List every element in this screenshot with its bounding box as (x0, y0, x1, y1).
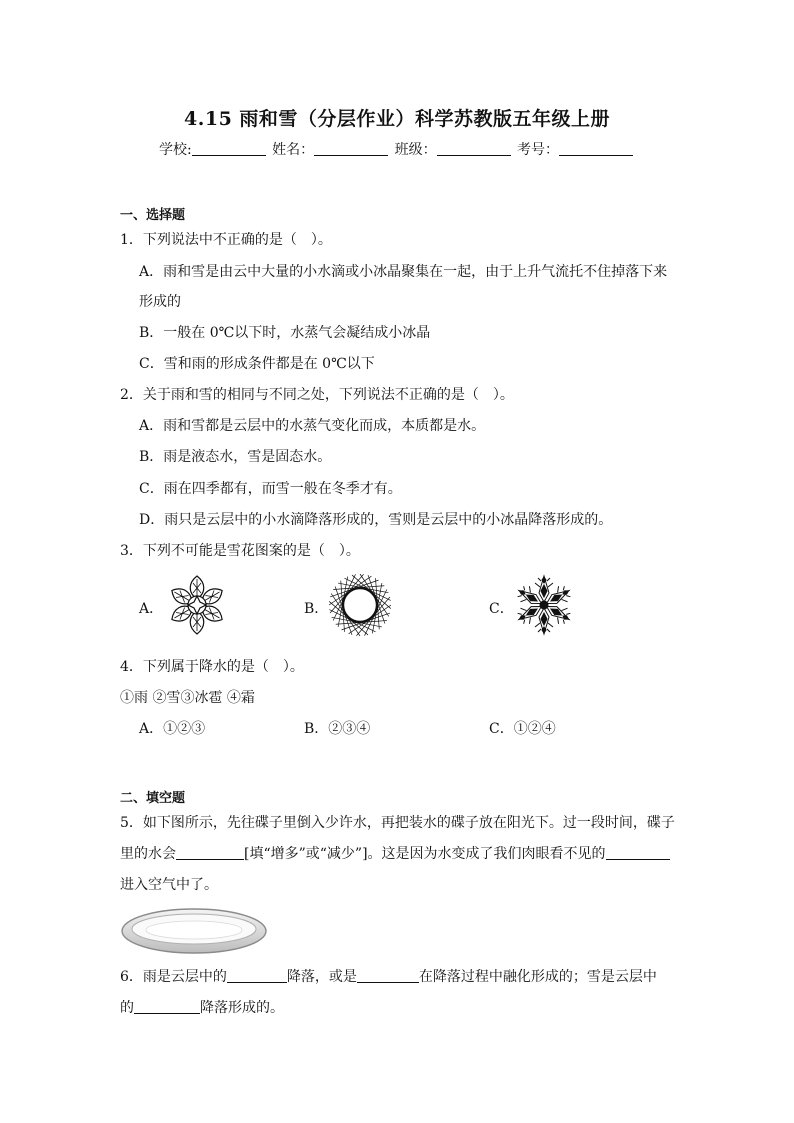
question-2-option-b: B．雨是液态水，雪是固态水。 (139, 449, 332, 465)
class-blank[interactable] (437, 141, 511, 156)
question-6-text-b: 降落，或是 (286, 969, 357, 985)
question-6-line-1 (120, 966, 657, 986)
class-label: 班级： (394, 142, 437, 158)
question-1-stem: 1．下列说法中不正确的是（ ）。 (120, 232, 332, 248)
question-6-blank-1[interactable] (227, 968, 287, 983)
question-2-stem: 2．关于雨和雪的相同与不同之处，下列说法不正确的是（ ）。 (120, 387, 514, 403)
question-3-option-c-label: C． (489, 601, 514, 617)
question-2-option-c: C．雨在四季都有，而雪一般在冬季才有。 (139, 481, 402, 497)
question-1-option-b: B．一般在 0℃以下时，水蒸气会凝结成小冰晶 (139, 325, 431, 341)
question-1-option-c: C．雪和雨的形成条件都是在 0℃以下 (139, 356, 375, 372)
section-heading-choice: 一、选择题 (120, 208, 186, 223)
question-3-option-b-label: B． (304, 601, 329, 617)
question-4-option-b: B．②③④ (304, 721, 371, 737)
question-4-items: ①雨 ②雪③冰雹 ④霜 (120, 690, 255, 706)
question-4-option-c: C．①②④ (489, 721, 556, 737)
dish-icon (120, 906, 270, 956)
question-2-option-d: D．雨只是云层中的小水滴降落形成的，雪则是云层中的小冰晶降落形成的。 (139, 512, 613, 528)
name-blank[interactable] (314, 141, 388, 156)
student-info-row (0, 139, 794, 159)
snowflake-icon (513, 574, 575, 636)
question-5-text-a: 里的水会 (120, 846, 176, 862)
question-4-stem: 4．下列属于降水的是（ ）。 (120, 659, 304, 675)
question-5-line-1: 5．如下图所示，先往碟子里倒入少许水，再把装水的碟子放在阳光下。过一段时间，碟子 (120, 815, 675, 831)
question-2-option-a: A．雨和雪都是云层中的水蒸气变化而成，本质都是水。 (139, 418, 486, 434)
question-5-blank-1[interactable] (176, 845, 244, 860)
name-label: 姓名： (272, 142, 315, 158)
question-3-stem: 3．下列不可能是雪花图案的是（ ）。 (120, 543, 360, 559)
petal-flower-icon (166, 574, 228, 636)
question-1-option-a-cont: 形成的 (139, 294, 181, 310)
question-6-blank-2[interactable] (357, 968, 419, 983)
exam-number-label: 考号： (517, 142, 560, 158)
school-blank[interactable] (192, 141, 266, 156)
page-title: 4.15 雨和雪（分层作业）科学苏教版五年级上册 (184, 108, 610, 130)
question-6-text-e: 降落形成的。 (200, 1000, 284, 1016)
sunburst-circle-icon (328, 573, 392, 637)
question-6-text-a: 6．雨是云层中的 (120, 969, 227, 985)
question-1-option-a: A．雨和雪是由云中大量的小水滴或小冰晶聚集在一起，由于上升气流托不住掉落下来 (139, 264, 668, 280)
question-4-option-a: A．①②③ (139, 721, 206, 737)
school-label: 学校: (158, 142, 192, 158)
question-5-text-b: [填“增多”或“减少”]。这是因为水变成了我们肉眼看不见的 (244, 846, 606, 862)
question-5-blank-2[interactable] (606, 845, 670, 860)
exam-number-blank[interactable] (559, 141, 633, 156)
question-6-line-2 (120, 997, 284, 1017)
question-6-text-d: 的 (120, 1000, 134, 1016)
section-heading-fill: 二、填空题 (120, 791, 186, 806)
question-6-text-c: 在降落过程中融化形成的；雪是云层中 (418, 969, 657, 985)
question-5-line-2 (120, 843, 670, 863)
question-3-option-a-label: A． (139, 601, 164, 617)
question-6-blank-3[interactable] (134, 999, 200, 1014)
question-5-line-3: 进入空气中了。 (120, 877, 218, 893)
